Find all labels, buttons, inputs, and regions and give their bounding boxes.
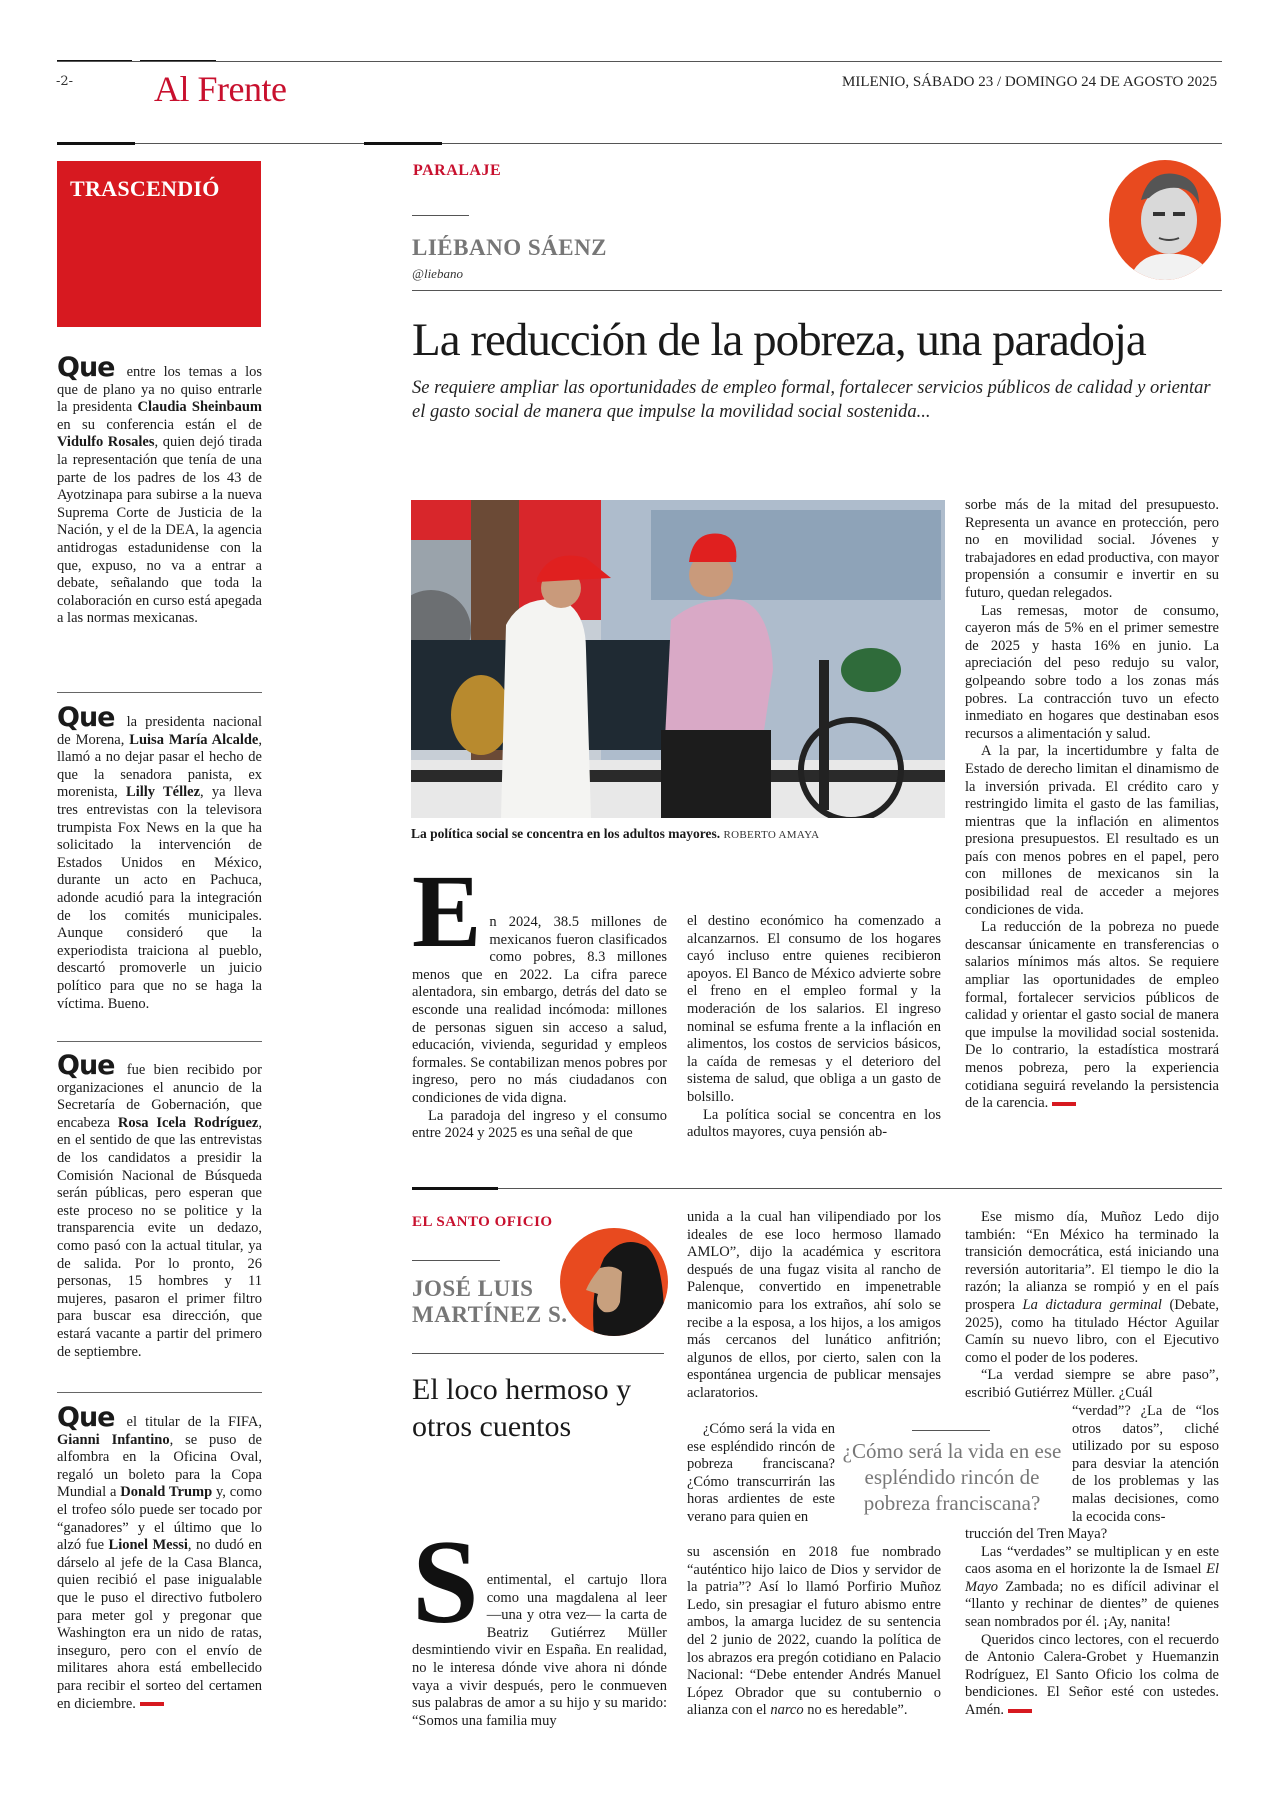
page-number: -2- [56,74,74,89]
trascendio-item [57,1402,262,1713]
santo-oficio-rule-accent [412,1187,498,1190]
item-text: fue bien recibido por organizaciones el anuncio de la Secretaría de Gobernación, que encabeza [57,1062,262,1131]
santo-oficio-body-col-3-bottom [965,1526,1219,1720]
paralaje-body-col-2 [687,913,941,1142]
body-paragraph: n 2024, 38.5 millones de mexicanos fueron clasificados como pobres, 8.3 millones menos que en 2022. La cifra parece alentadora, sin embargo, detrás del dato se esconde una realidad incómoda: millones de personas siguen sin acceso a salud, educación, vivienda, seguridad y empleos formales. Se contabilizan menos pobres por ingreso, pero no más ciudadanos con condiciones de vida digna. [412,914,667,1106]
item-text: , ya lleva tres entrevistas con la televisora trumpista Fox News en la que ha solicitado la intervención de Estados Unidos en México, durante un acto en Pachuca, adonde acudió para la integración de los comités municipales. Aunque consideró que la experiodista traiciona al pueblo, descartó promoverle un juicio político para que no se haga la víctima. Bueno. [57,784,262,1012]
body-paragraph [687,1544,941,1720]
author-avatar [560,1228,668,1336]
column-label-paralaje: PARALAJE [413,162,502,179]
body-paragraph: unida a la cual han vilipendiado por los ideales de ese loco hermoso llamado AMLO”, dijo la académica y escritora después de una fugaz visita al rancho de Palenque, convertido en impenetrable manicomio para los extraños, ahí solo se recibe a la esposa, a los hijos, a los amigos más cercanos del lunático anfitrión; algunos de ellos, por cierto, salen con la espontánea urgencia de publicar mensajes aclaratorios. [687,1209,941,1401]
body-paragraph: A la par, la incertidumbre y falta de Estado de derecho limitan el dinamismo de la inversión privada. El crédito caro y restringido limita el gasto de las familias, mientras que la inflación en alimentos presiona presupuestos. El resultado es un país con menos pobres en el papel, pero con millones de mexicanos sin la posibilidad real de acceder a mejores condiciones de vida. [965,743,1219,918]
item-text: entre los temas a los que de plano ya no quiso entrarle la presidenta [57,364,262,416]
body-text: no es heredable”. [803,1702,908,1719]
dropcap: E [412,854,482,969]
highlighted-name: Luisa María Alcalde [129,731,259,748]
trascendio-item [57,352,263,628]
body-paragraph: el destino económico ha comenzado a alcanzarnos. El consumo de los hogares cayó incluso entre quienes recibieron apoyos. El Banco de México advierte sobre el freno en el empleo formal y la moderación de los salarios. El ingreso nominal se esfuma frente a la inflación en alimentos, los costos de servicios básicos, la caída de remesas y el deterioro del sistema de salud, que obliga a un gasto de bolsillo. [687,913,941,1105]
santo-oficio-body-col-2-bottom [687,1544,941,1720]
section-title: Al Frente [154,69,287,109]
author-name-line-1: JOSÉ LUIS [412,1276,534,1301]
item-text: , se puso de alfombra en la Oficina Oval, regaló un boleto para la Copa Mundial a [57,1431,262,1501]
body-paragraph: La política social se concentra en los adultos mayores, cuya pensión ab- [687,1106,941,1141]
body-paragraph-text: La reducción de la pobreza no puede descansar únicamente en transferencias o salarios mínimos más altos. Se requiere ampliar las oportunidades de empleo formal, fortalecer servicios públicos de calidad y orientar el gasto social de manera que impulse la movilidad social sostenida. De lo contrario, la estadística mostrará menos pobreza, pero la experiencia cotidiana seguirá revelando la persistencia de la carencia. [965,919,1219,1112]
author-portrait-icon [1109,160,1221,280]
santo-oficio-body-col-2-narrow [687,1421,835,1527]
header-rule-bottom [57,143,1222,144]
photo-caption [411,826,819,842]
header-rule-top [57,61,1222,62]
pull-quote: ¿Cómo será la vida en ese espléndido rincón de pobreza franciscana? [842,1439,1062,1515]
santo-oficio-body-col-2 [687,1209,941,1403]
body-text: Queridos cinco lectores, con el recuerdo de Antonio Calera-Grobet y Huemanzin Rodríguez, El Santo Oficio los colma de bendiciones. El Señor esté con ustedes. Amén. [965,1631,1219,1718]
body-paragraph [965,1209,1219,1367]
item-text: , en el sentido de que las entrevistas de los candidatos a presidir la Comisión Nacional de Búsqueda serán públicas, pero esperan que este proceso no se politice y la transparencia evite un dedazo, como pasó con la actual titular, ya de salida. Por lo pronto, 26 personas, 15 hombres y 11 mujeres, pasaron el primer filtro para buscar esa dirección, que estará vacante a partir del primero de septiembre. [57,1114,262,1360]
end-mark [140,1702,164,1706]
body-paragraph: ¿Cómo será la vida en ese espléndido rincón de pobreza franciscana? ¿Cómo transcurrirán las horas ardientes de este verano para quien en [687,1421,835,1525]
article-photo [411,500,945,818]
end-mark [1008,1709,1032,1713]
highlighted-name: Lilly Téllez [126,784,201,801]
elderly-men-bench-photo-icon [411,500,945,818]
author-rule [412,215,469,216]
highlighted-name: Vidulfo Rosales [57,434,155,451]
body-paragraph: entimental, el cartujo llora como una magdalena al leer —una y otra vez— la carta de Beatriz Gutiérrez Müller desmintiendo vivir en España. En realidad, no le interesa dónde vive ahora ni dónde vaya a vivir después, pero le conmueven sus palabras de amor a su hijo y su marido: “Somos una familia muy [412,1572,667,1729]
body-text-italic: La dictadura germinal [1022,1296,1162,1313]
paralaje-body-col-3 [965,497,1219,1113]
paralaje-body-col-1 [412,854,667,1143]
body-paragraph: “verdad”? ¿La de “los otros datos”, cliché utilizado por su esposo para desviar la atención de los problemas y las malas decisiones, como la ecocida cons- [1072,1403,1219,1525]
item-text: y, como el trofeo sólo puede ser tocado por “ganadores” y el último que lo alzó fue [57,1484,262,1554]
header-rule-accent-bottom-left [57,142,135,145]
body-paragraph: La paradoja del ingreso y el consumo entre 2024 y 2025 es una señal de que [412,1107,667,1142]
highlighted-name: Claudia Sheinbaum [137,399,262,416]
highlighted-name: Gianni Infantino [57,1431,170,1448]
que-lead-word: Que [57,702,115,733]
body-text-italic: narco [770,1702,804,1719]
body-paragraph [965,1544,1219,1632]
caption-text: La política social se concentra en los adultos mayores. [411,826,721,841]
item-text: en su conferencia están el de [57,416,262,433]
author-name-line-2: MARTÍNEZ S. [412,1302,568,1327]
trascendio-divider [57,692,262,693]
trascendio-item [57,702,262,1013]
trascendio-box [57,161,261,327]
santo-oficio-rule-top [412,1188,1222,1189]
body-paragraph: trucción del Tren Maya? [965,1526,1108,1542]
headline-santo-oficio: El loco hermoso y otros cuentos [412,1373,632,1443]
edition-date: MILENIO, SÁBADO 23 / DOMINGO 24 DE AGOSTO 2025 [842,74,1218,90]
author-rule [412,1260,500,1261]
author-avatar [1109,160,1221,280]
santo-oficio-body-col-3-narrow [1072,1403,1219,1526]
que-lead-word: Que [57,352,115,383]
pull-quote-rule [912,1430,990,1431]
highlighted-name: Lionel Messi [108,1537,188,1554]
trascendio-divider [57,1041,262,1042]
dropcap: S [412,1515,479,1648]
body-text: Ese mismo día, Muñoz Ledo dijo también: “En México ha terminado la transición democrática, está iniciando una reversión autoritaria”. El tiempo le dio la razón; la alianza se rompió y en el país prospera [965,1209,1219,1313]
item-text: el titular de la FIFA, [118,1414,262,1430]
hooded-monk-portrait-icon [560,1228,668,1336]
item-text: , llamó a no dejar pasar el hecho de que la senadora panista, ex morenista, [57,731,262,801]
trascendio-item [57,1050,262,1361]
trascendio-divider [57,1392,262,1393]
author-name: LIÉBANO SÁENZ [412,235,608,260]
photo-credit: ROBERTO AMAYA [723,829,820,841]
body-paragraph: Las remesas, motor de consumo, cayeron más de 5% en el primer semestre de 2025 y hasta 16% en junio. La apreciación del peso redujo su valor, golpeando sobre todo a los zonas más pobres. La contracción tuvo un efecto inmediato en hogares que destinaban esos recursos a alimentación y salud. [965,602,1219,742]
item-text: , no dudó en dárselo al jefe de la Casa Blanca, quien recibió el pase inigualable que le puso el directivo futbolero para meter gol y pregonar que Washington era un nido de ratas, inseguro, pero con el envío de militares ahora está embellecido para recibir el sorteo del certamen en diciembre. [57,1537,262,1712]
body-paragraph [965,919,1219,1113]
header-rule-accent-bottom-right [364,142,442,145]
trascendio-label: TRASCENDIÓ [70,176,220,201]
santo-oficio-body-col-1 [412,1515,667,1730]
body-paragraph [965,1632,1219,1720]
item-text: la presidenta nacional de Morena, [57,714,262,748]
body-text: Las “verdades” se multiplican y en este caos asoma en el horizonte la de Ismael [965,1543,1219,1578]
highlighted-name: Donald Trump [120,1484,213,1501]
item-text: , quien dejó tirada la representación que tenía de una parte de los padres de los 43 de Ayotzinapa para subirse a la nueva Suprema Corte de Justicia de la Nación, y el de la DEA, la agencia antidrogas estadunidense con la que, expuso, no va a entrar a debate, señalando que toda la colaboración en curso está apegada a las normas mexicanas. [57,434,263,627]
headline-paralaje: La reducción de la pobreza, una paradoja [412,314,1146,366]
santo-oficio-body-col-3 [965,1209,1219,1403]
santo-oficio-rule-mid [412,1353,664,1354]
body-text: su ascensión en 2018 fue nombrado “auténtico hijo laico de Dios y servidor de la patria”? Así lo llamó Porfirio Muñoz Ledo, sin presagiar el futuro abismo entre ambos, la amarga lucidez de su sentencia del 2 junio de 2022, cuando la política de los abrazos era pregón cotidiano en Palacio Nacional: “Debe entender Andrés Manuel López Obrador que su contubernio o alianza con el [687,1544,941,1719]
body-text: (Debate, 2025), como ha titulado Héctor Aguilar Camín su nuevo libro, con el Ejecutivo como el poder de los poderes. [965,1296,1219,1366]
author-handle: @liebano [412,266,463,281]
column-label-santo-oficio: EL SANTO OFICIO [412,1214,553,1230]
que-lead-word: Que [57,1050,115,1081]
body-paragraph: “La verdad siempre se abre paso”, escribió Gutiérrez Müller. ¿Cuál [965,1367,1219,1401]
que-lead-word: Que [57,1402,115,1433]
highlighted-name: Rosa Icela Rodríguez [117,1114,259,1131]
paralaje-rule [412,290,1222,291]
dek-paralaje: Se requiere ampliar las oportunidades de empleo formal, fortalecer servicios públicos de calidad y orientar el gasto social de manera que impulse la movilidad social sostenida... [412,378,1211,422]
body-text: Zambada; no es difícil adivinar el “llanto y rechinar de dientes” de quienes sean nombrados por él. ¡Ay, nanita! [965,1578,1219,1630]
body-paragraph: sorbe más de la mitad del presupuesto. Representa un avance en protección, pero no en movilidad social. Jóvenes y trabajadores en edad productiva, con mayor propensión a consumir e invertir en su futuro, quedan relegados. [965,497,1219,601]
body-text-italic: El Mayo [965,1561,1219,1595]
end-mark [1052,1102,1076,1106]
